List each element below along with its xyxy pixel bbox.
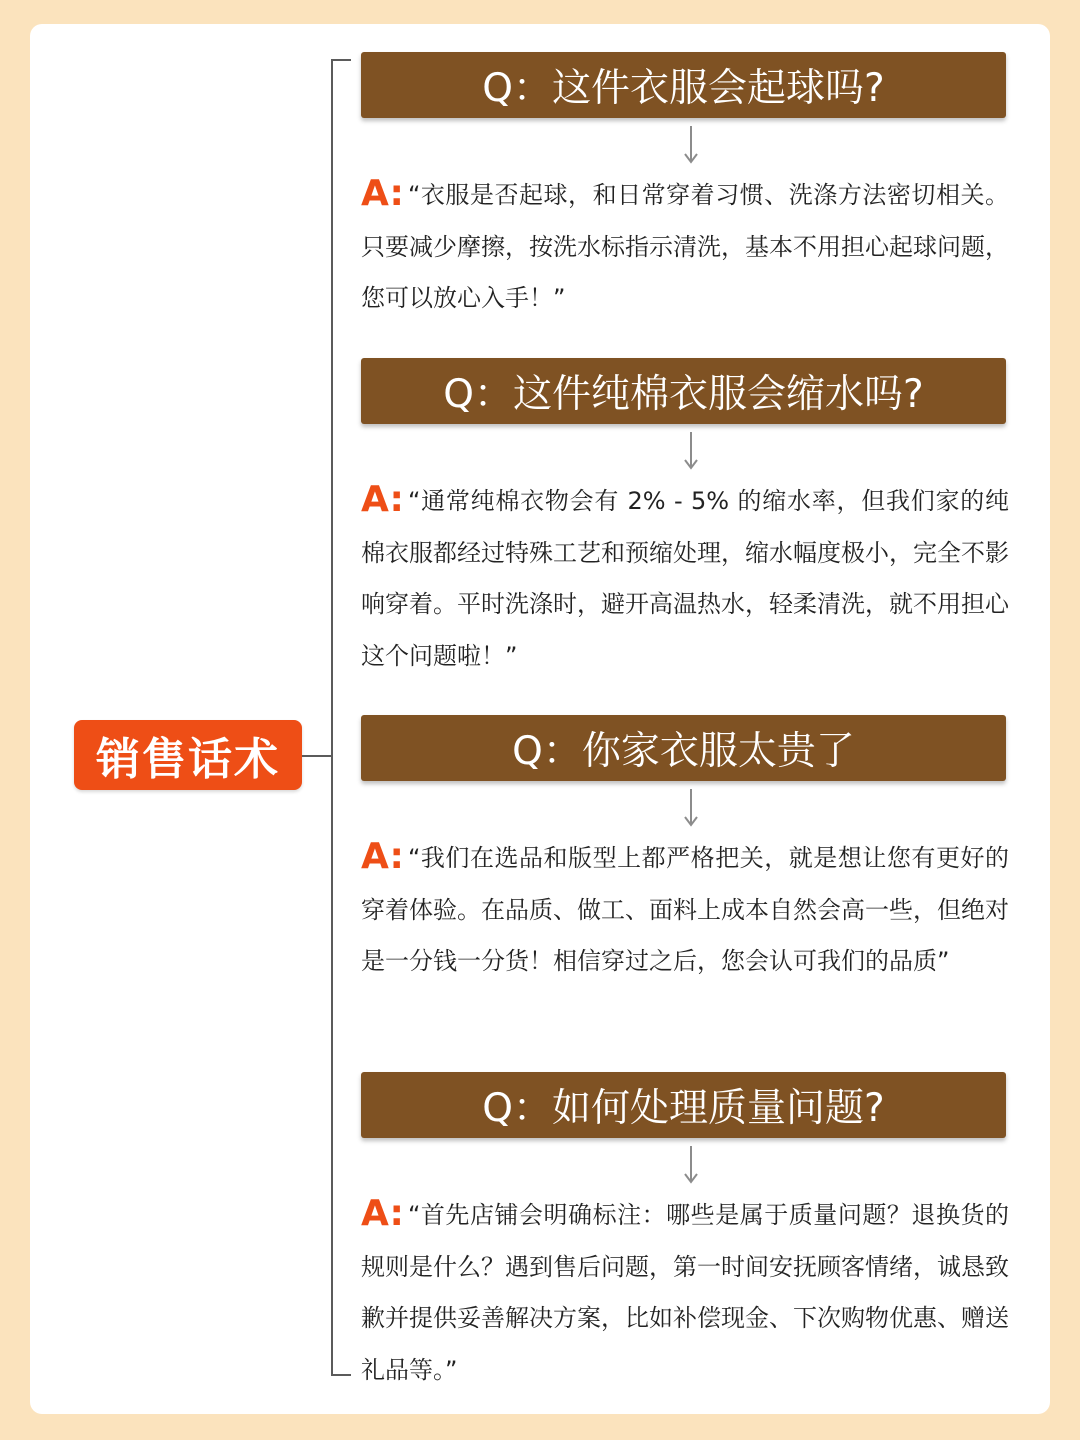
answer-text: “衣服是否起球，和日常穿着习惯、洗涤方法密切相关。只要减少摩擦，按洗水标指示清洗，基本不用担心起球问题，您可以放心入手！”	[361, 181, 1009, 312]
answer-block-4	[361, 1188, 1009, 1396]
main-topic-label: 销售话术	[74, 720, 302, 790]
question-bar-2: Q：这件纯棉衣服会缩水吗?	[361, 358, 1006, 424]
bracket-line	[331, 59, 351, 1376]
question-bar-3: Q：你家衣服太贵了	[361, 715, 1006, 781]
down-arrow-icon	[683, 789, 699, 827]
down-arrow-icon	[683, 126, 699, 164]
answer-text: “首先店铺会明确标注：哪些是属于质量问题？退换货的规则是什么？遇到售后问题，第一时间安抚顾客情绪，诚恳致歉并提供妥善解决方案，比如补偿现金、下次购物优惠、赠送礼品等。”	[361, 1201, 1009, 1384]
answer-text: “我们在选品和版型上都严格把关，就是想让您有更好的穿着体验。在品质、做工、面料上成本自然会高一些，但绝对是一分钱一分货！相信穿过之后，您会认可我们的品质”	[361, 844, 1009, 975]
answer-prefix: A:	[361, 479, 404, 520]
question-bar-4: Q：如何处理质量问题?	[361, 1072, 1006, 1138]
connector-line	[302, 755, 332, 757]
answer-block-3	[361, 831, 1009, 988]
answer-text: “通常纯棉衣物会有 2% - 5% 的缩水率，但我们家的纯棉衣服都经过特殊工艺和预缩处理，缩水幅度极小，完全不影响穿着。平时洗涤时，避开高温热水，轻柔清洗，就不用担心这个问题啦！”	[361, 487, 1009, 670]
answer-block-2	[361, 474, 1009, 682]
down-arrow-icon	[683, 1146, 699, 1184]
down-arrow-icon	[683, 432, 699, 470]
answer-prefix: A:	[361, 173, 404, 214]
answer-prefix: A:	[361, 1193, 404, 1234]
answer-prefix: A:	[361, 836, 404, 877]
question-bar-1: Q：这件衣服会起球吗?	[361, 52, 1006, 118]
answer-block-1	[361, 168, 1009, 325]
